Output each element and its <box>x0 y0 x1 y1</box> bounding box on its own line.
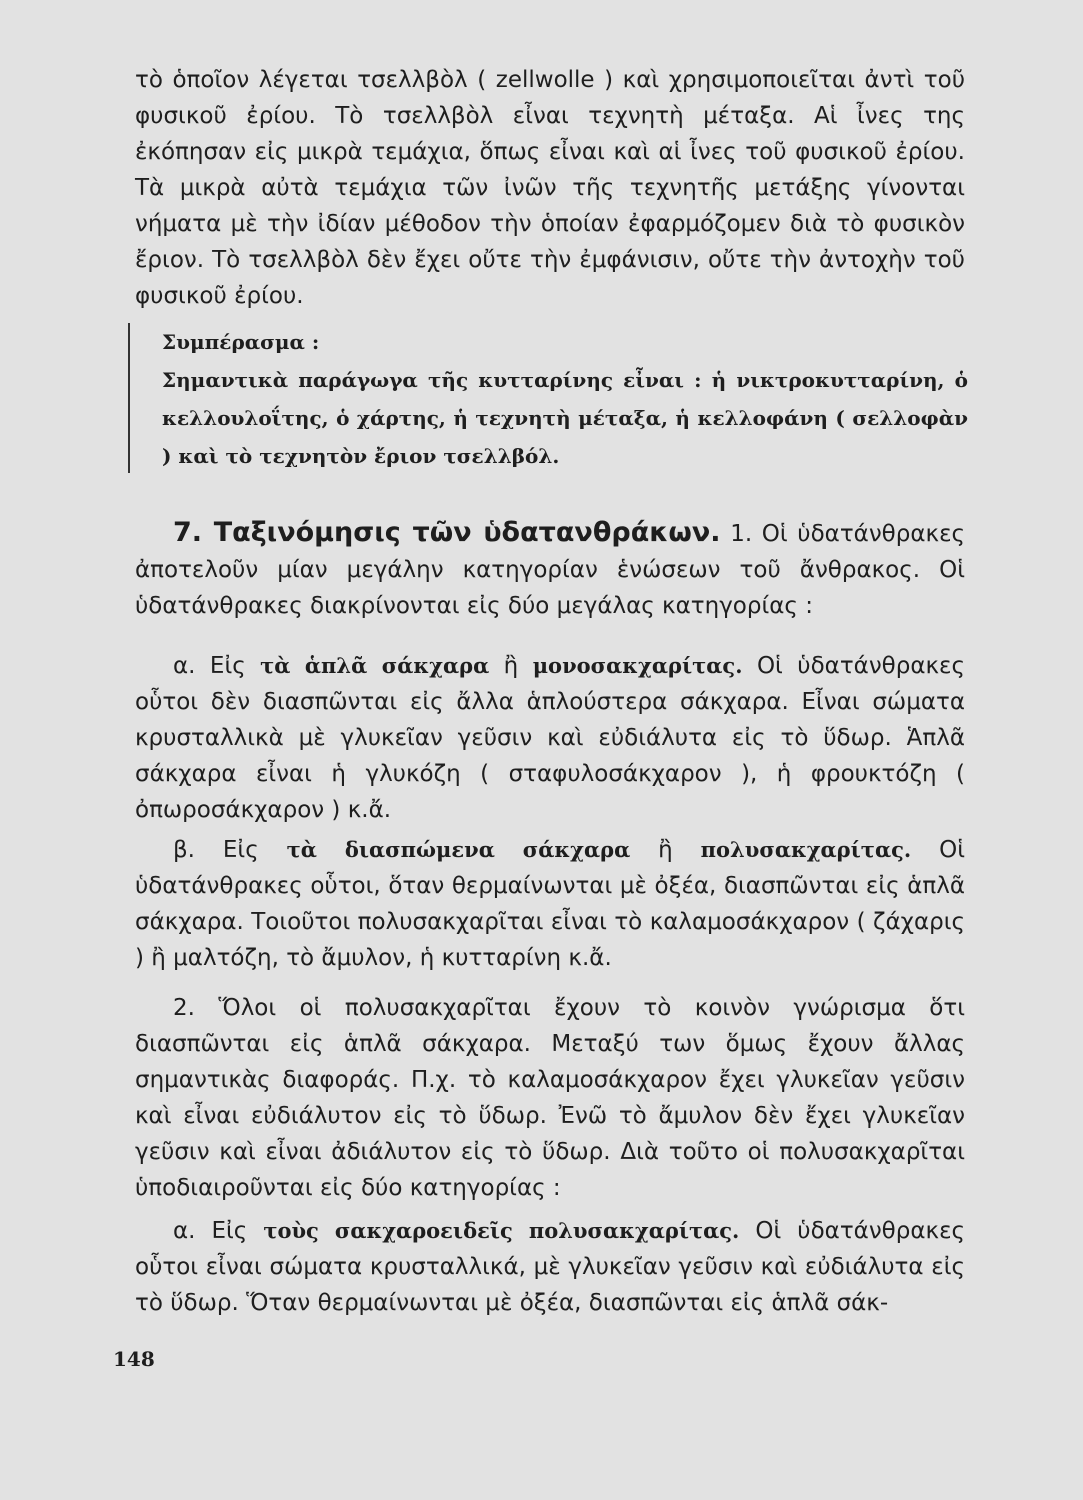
item-conjunction: ἢ <box>503 653 519 679</box>
paragraph-polysaccharide-differences <box>135 990 965 1206</box>
item-prefix: β. Εἰς <box>173 837 259 863</box>
item-text: Οἱ ὑδατάνθρακες οὗτοι δὲν διασπῶνται εἰς ἄλλα ἁπλούστερα σάκχαρα. Εἶναι σώματα κρυσταλλικὰ μὲ γλυκεῖαν γεῦσιν καὶ εὐδιάλυτα εἰς τὸ ὕδωρ. Ἁπλᾶ σάκχαρα εἶναι ἡ γλυκόζη ( σταφυλοσάκχαρον ), ἡ φρουκτόζη ( ὀπωροσάκχαρον ) κ.ἄ. <box>135 653 965 823</box>
item-term-alt: μονοσακχαρίτας. <box>532 653 743 678</box>
item-term: τοὺς σακχαροειδεῖς πολυσακχαρίτας. <box>263 1218 740 1243</box>
item-term-alt: πολυσακχαρίτας. <box>700 837 912 862</box>
summary-title: Συμπέρασμα : <box>162 330 320 354</box>
section-intro-text: 1. Οἱ ὑδατάνθρακες ἀποτελοῦν μίαν μεγάλην κατηγορίαν ἑνώσεων τοῦ ἄνθρακος. Οἱ ὑδατάνθρακες διακρίνονται εἰς δύο μεγάλας κατηγορίας : <box>135 521 965 619</box>
item-text: Οἱ ὑδατάνθρακες οὗτοι, ὅταν θερμαίνωνται μὲ ὀξέα, διασπῶνται εἰς ἁπλᾶ σάκχαρα. Τοιοῦτοι πολυσακχαρῖται εἶναι τὸ καλαμοσάκχαρον ( ζάχαρις ) ἢ μαλτόζη, τὸ ἄμυλον, ἡ κυτταρίνη κ.ἄ. <box>135 837 965 971</box>
summary-text: Σημαντικὰ παράγωγα τῆς κυτταρίνης εἶναι : ἡ νικτροκυτταρίνη, ὁ κελλουλοΐτης, ὁ χάρτης, ἡ τεχνητὴ μέταξα, ἡ κελλοφάνη ( σελλοφὰν ) καὶ τὸ τεχνητὸν ἔριον τσελλβόλ. <box>162 368 968 468</box>
item-text: Οἱ ὑδατάνθρακες οὗτοι εἶναι σώματα κρυσταλλικά, μὲ γλυκεῖαν γεῦσιν καὶ εὐδιάλυτα εἰς τὸ ὕδωρ. Ὅταν θερμαίνωνται μὲ ὀξέα, διασπῶνται εἰς ἁπλᾶ σάκ- <box>135 1218 966 1316</box>
paragraph-text: 2. Ὅλοι οἱ πολυσακχαρῖται ἔχουν τὸ κοινὸν γνώρισμα ὅτι διασπῶνται εἰς ἁπλᾶ σάκχαρα. Μεταξύ των ὅμως ἔχουν ἄλλας σημαντικὰς διαφοράς. Π.χ. τὸ καλαμοσάκχαρον ἔχει γλυκεῖαν γεῦσιν καὶ εἶναι εὐδιάλυτον εἰς τὸ ὕδωρ. Ἐνῶ τὸ ἄμυλον δὲν ἔχει γλυκεῖαν γεῦσιν καὶ εἶναι ἀδιάλυτον εἰς τὸ ὕδωρ. Διὰ τοῦτο οἱ πολυσακχαρῖται ὑποδιαιροῦνται εἰς δύο κατηγορίας : <box>135 995 965 1201</box>
section-heading: 7. Ταξινόμησις τῶν ὑδατανθράκων. <box>173 517 721 548</box>
section-7 <box>135 515 965 624</box>
item-prefix: α. Εἰς <box>173 1218 248 1244</box>
paragraph-zellwolle <box>135 62 965 314</box>
item-prefix: α. Εἰς <box>173 653 246 679</box>
item-simple-sugars <box>135 648 965 828</box>
paragraph-text: τὸ ὁποῖον λέγεται τσελλβὸλ ( zellwolle ) καὶ χρησιμοποιεῖται ἀντὶ τοῦ φυσικοῦ ἐρίου. Τὸ τσελλβὸλ εἶναι τεχνητὴ μέταξα. Αἱ ἶνες της ἐκόπησαν εἰς μικρὰ τεμάχια, ὅπως εἶναι καὶ αἱ ἶνες τοῦ φυσικοῦ ἐρίου. Τὰ μικρὰ αὐτὰ τεμάχια τῶν ἰνῶν τῆς τεχνητῆς μετάξης γίνονται νήματα μὲ τὴν ἰδίαν μέθοδον τὴν ὁποίαν ἐφαρμόζομεν διὰ τὸ φυσικὸν ἔριον. Τὸ τσελλβὸλ δὲν ἔχει οὔτε τὴν ἐμφάνισιν, οὔτε τὴν ἀντοχὴν τοῦ φυσικοῦ ἐρίου. <box>135 67 965 309</box>
item-term: τὰ ἁπλᾶ σάκχαρα <box>260 653 490 678</box>
item-conjunction: ἢ <box>658 837 673 863</box>
item-saccharoid-polysaccharides <box>135 1213 965 1321</box>
summary-box <box>128 323 968 473</box>
page-number: 148 <box>113 1347 155 1371</box>
item-polysaccharides <box>135 832 965 976</box>
item-term: τὰ διασπώμενα σάκχαρα <box>286 837 631 862</box>
